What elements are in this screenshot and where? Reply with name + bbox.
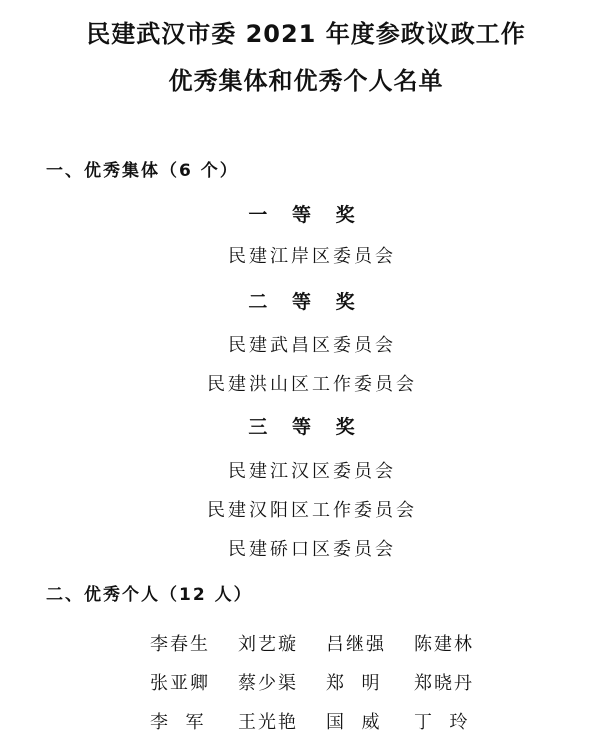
document-title-line-1: 民建武汉市委 2021 年度参政议政工作 [86, 20, 526, 48]
winner-organization: 民建洪山区工作委员会 [207, 374, 417, 395]
winner-organization: 民建江岸区委员会 [228, 246, 396, 267]
individual-winner-name: 李春生 [150, 633, 210, 655]
individual-winner-name: 李 军 [150, 711, 206, 733]
individual-winner-name: 郑 明 [326, 672, 382, 694]
winner-organization: 民建武昌区委员会 [228, 335, 396, 356]
winner-organization: 民建硚口区委员会 [228, 539, 396, 560]
individual-winners-row [150, 623, 490, 662]
award-heading-second-prize: 二 等 奖 [248, 291, 364, 313]
section-heading-individuals: 二、优秀个人（12 人） [46, 585, 253, 605]
individual-winner-name: 刘艺璇 [238, 633, 298, 655]
document-title-line-2: 优秀集体和优秀个人名单 [168, 67, 444, 95]
individual-winner-name: 张亚卿 [150, 672, 210, 694]
individual-winner-name: 郑晓丹 [414, 672, 474, 694]
individual-winner-name: 蔡少渠 [238, 672, 298, 694]
individual-winner-name: 陈建林 [414, 633, 474, 655]
individual-winners-row [150, 701, 490, 740]
individual-winner-name: 丁 玲 [414, 711, 470, 733]
section-heading-collectives: 一、优秀集体（6 个） [46, 161, 239, 181]
individual-winner-name: 王光艳 [238, 711, 298, 733]
winner-organization: 民建汉阳区工作委员会 [207, 500, 417, 521]
individual-winner-name: 国 威 [326, 711, 382, 733]
winner-organization: 民建江汉区委员会 [228, 461, 396, 482]
individual-winners-row [150, 662, 490, 701]
individual-winner-name: 吕继强 [326, 633, 386, 655]
individual-winners-list [150, 623, 490, 740]
award-heading-first-prize: 一 等 奖 [248, 204, 364, 226]
award-heading-third-prize: 三 等 奖 [248, 416, 364, 438]
